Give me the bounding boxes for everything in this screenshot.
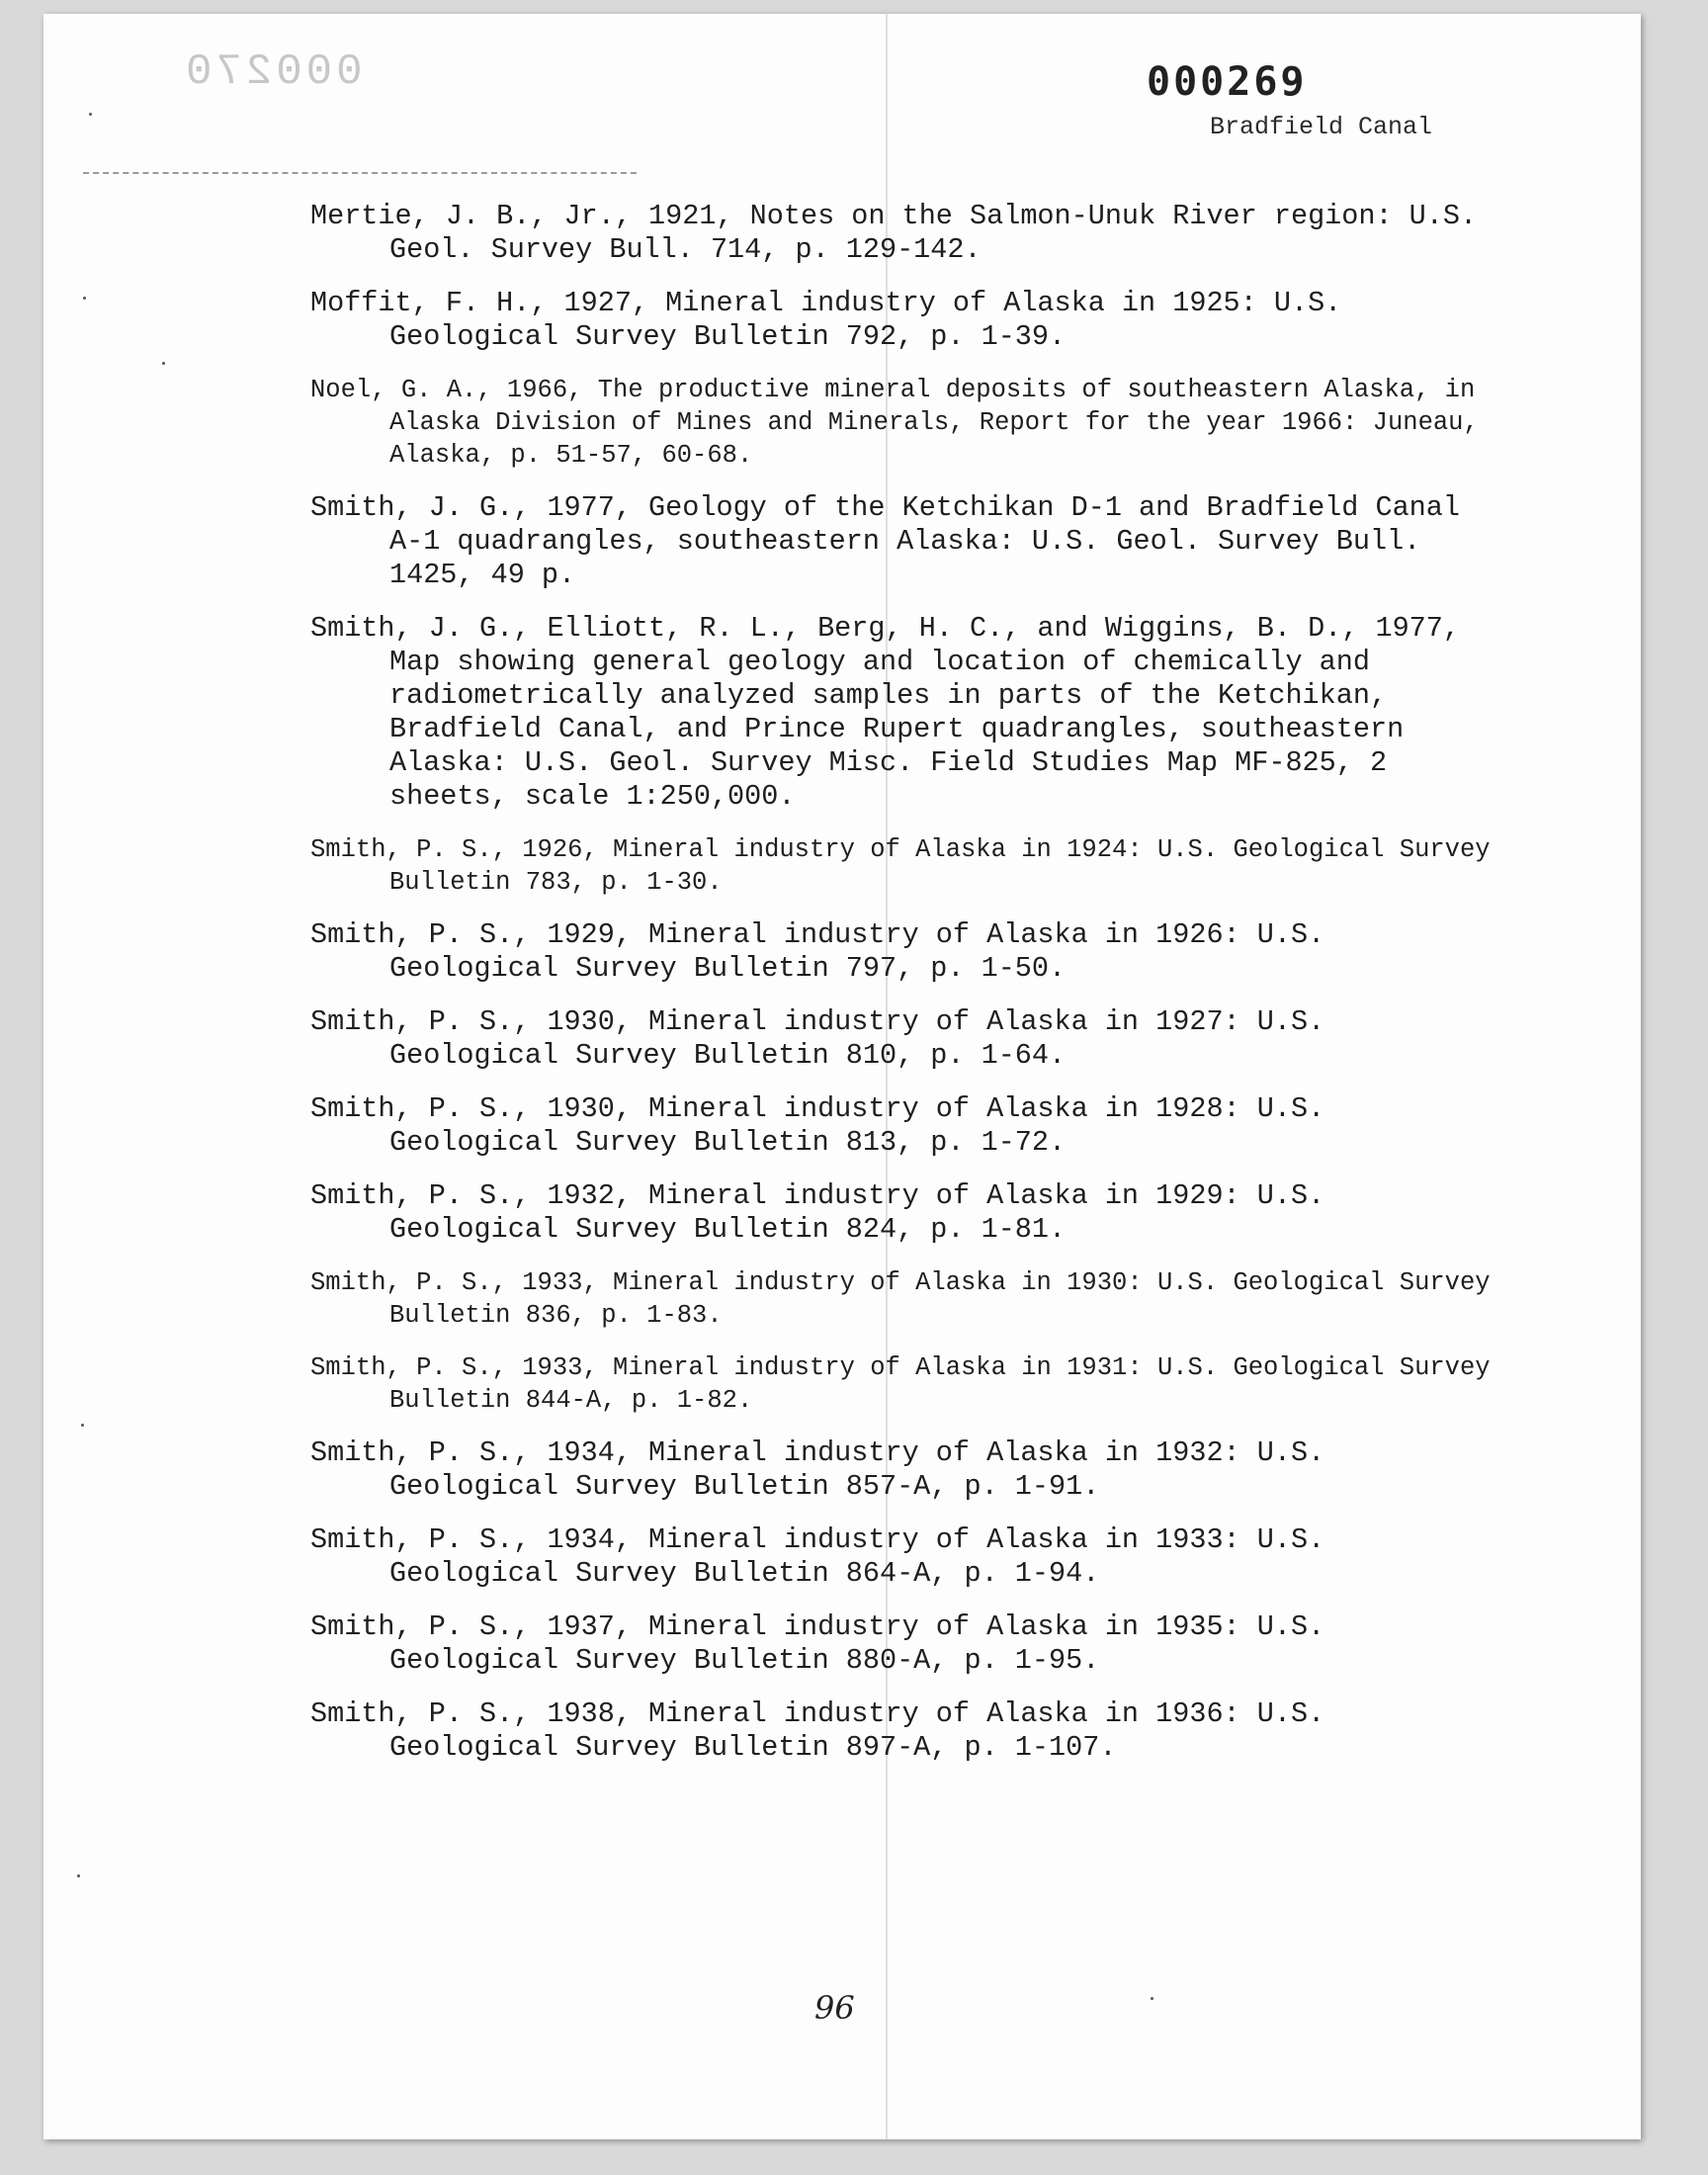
- reference-entry: Smith, J. G., 1977, Geology of the Ketchikan D-1 and Bradfield Canal A-1 quadrangles, southeastern Alaska: U.S. Geol. Survey Bull. 1425, 49 p.: [310, 491, 1460, 591]
- reference-entry: Moffit, F. H., 1927, Mineral industry of Alaska in 1925: U.S. Geological Survey Bulletin 792, p. 1-39.: [310, 287, 1342, 353]
- document-page: [43, 14, 1641, 2139]
- reference-entry: Noel, G. A., 1966, The productive mineral deposits of southeastern Alaska, in Alaska Division of Mines and Minerals, Report for the year 1966: Juneau, Alaska, p. 51-57, 60-68.: [310, 376, 1479, 470]
- scan-speck: [83, 297, 86, 300]
- reference-entry: Smith, P. S., 1930, Mineral industry of Alaska in 1928: U.S. Geological Survey Bulletin 813, p. 1-72.: [310, 1092, 1325, 1159]
- scan-speck: [89, 113, 92, 116]
- reference-list: [310, 200, 1506, 1784]
- reference-entry: Smith, P. S., 1926, Mineral industry of Alaska in 1924: U.S. Geological Survey Bulletin 783, p. 1-30.: [310, 835, 1491, 897]
- reference-entry: Smith, P. S., 1932, Mineral industry of Alaska in 1929: U.S. Geological Survey Bulletin 824, p. 1-81.: [310, 1179, 1325, 1246]
- bleed-through-number: 000270: [182, 47, 363, 97]
- reference-entry: Smith, P. S., 1933, Mineral industry of Alaska in 1931: U.S. Geological Survey Bulletin 844-A, p. 1-82.: [310, 1353, 1491, 1415]
- scan-speck: [162, 362, 165, 365]
- page-number: 96: [814, 1989, 855, 2027]
- document-stamp-number: 000269: [1147, 59, 1308, 105]
- running-header: Bradfield Canal: [1210, 113, 1433, 141]
- header-rule: [83, 172, 637, 174]
- reference-entry: Smith, P. S., 1937, Mineral industry of Alaska in 1935: U.S. Geological Survey Bulletin 880-A, p. 1-95.: [310, 1610, 1325, 1677]
- reference-entry: Smith, P. S., 1934, Mineral industry of Alaska in 1932: U.S. Geological Survey Bulletin 857-A, p. 1-91.: [310, 1436, 1325, 1503]
- reference-entry: Smith, P. S., 1933, Mineral industry of Alaska in 1930: U.S. Geological Survey Bulletin 836, p. 1-83.: [310, 1268, 1491, 1330]
- reference-entry: Smith, P. S., 1930, Mineral industry of Alaska in 1927: U.S. Geological Survey Bulletin 810, p. 1-64.: [310, 1005, 1325, 1072]
- reference-entry: Smith, J. G., Elliott, R. L., Berg, H. C., and Wiggins, B. D., 1977, Map showing general geology and location of chemically and radiometrically analyzed samples in parts of the Ketchikan, Bradfield Canal, and Prince Rupert quadrangles, southeastern Alaska: U.S. Geol. Survey Misc. Field Studies Map MF-825, 2 sheets, scale 1:250,000.: [310, 612, 1460, 813]
- scan-speck: [1151, 1997, 1153, 2000]
- scan-speck: [77, 1874, 80, 1877]
- reference-entry: Smith, P. S., 1934, Mineral industry of Alaska in 1933: U.S. Geological Survey Bulletin 864-A, p. 1-94.: [310, 1523, 1325, 1590]
- reference-entry: Smith, P. S., 1938, Mineral industry of Alaska in 1936: U.S. Geological Survey Bulletin 897-A, p. 1-107.: [310, 1697, 1325, 1764]
- scan-speck: [81, 1424, 84, 1427]
- reference-entry: Smith, P. S., 1929, Mineral industry of Alaska in 1926: U.S. Geological Survey Bulletin 797, p. 1-50.: [310, 918, 1325, 985]
- reference-entry: Mertie, J. B., Jr., 1921, Notes on the Salmon-Unuk River region: U.S. Geol. Survey Bull. 714, p. 129-142.: [310, 200, 1478, 266]
